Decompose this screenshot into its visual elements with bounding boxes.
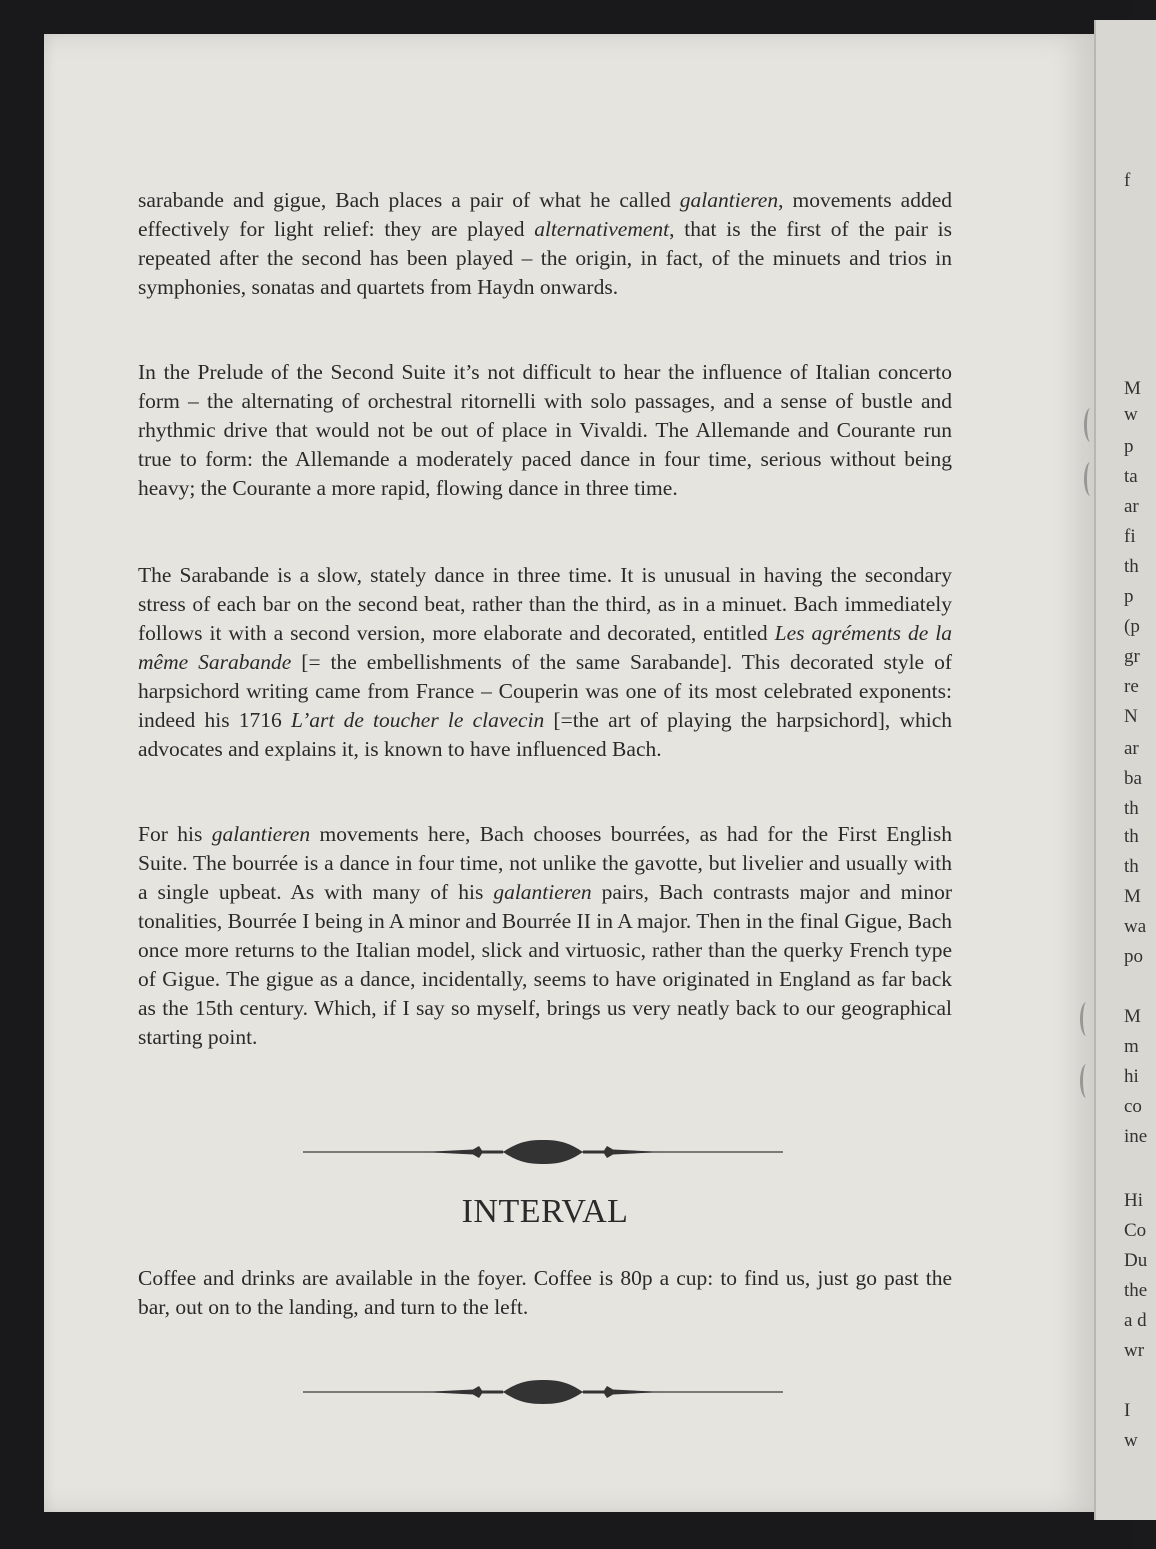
facing-page-fragment: p — [1124, 436, 1134, 457]
paragraph-prelude — [138, 358, 952, 503]
facing-page-fragment: th — [1124, 556, 1139, 577]
text-run: sarabande and gigue, Bach places a pair of what he called — [138, 188, 680, 212]
facing-page-fragment: th — [1124, 826, 1139, 847]
italic-run: galantieren — [211, 822, 311, 846]
facing-page-fragment: wa — [1124, 916, 1147, 937]
facing-page-fragment: th — [1124, 798, 1139, 819]
paragraph-galantieren — [138, 186, 952, 302]
text-run: In the Prelude of the Second Suite it’s not difficult to hear the influence of Italian concerto form – the alternating of orchestral ritornelli with solo passages, and a sense of bustle and rhythmic drive that would not be out of place in Vivaldi. The Allemande and Courante run true to form: the Allemande a moderately paced dance in four time, serious without being heavy; the Courante a more rapid, flowing dance in three time. — [138, 360, 952, 500]
italic-run: galantieren — [679, 188, 779, 212]
italic-run: galantieren — [493, 880, 592, 904]
text-run: The Sarabande is a slow, stately dance in three time. It is unusual in having the secondary stress of each bar on the second beat, rather than the third, as in a minuet. Bach immediately follows it with a second version, more elaborate and decorated, entitled — [138, 563, 952, 645]
facing-page-fragment: m — [1124, 1036, 1139, 1057]
facing-page-fragment: Co — [1124, 1220, 1147, 1241]
facing-page-fragment: th — [1124, 856, 1139, 877]
facing-page-fragment: the — [1124, 1280, 1148, 1301]
facing-page-fragment: N — [1124, 706, 1138, 727]
facing-page-fragment: ar — [1124, 738, 1139, 759]
paragraph-text — [138, 1264, 952, 1322]
text-run: [= the embellishments of the same Sarabande]. This decorated style of harpsichord writing came from France – Couperin was one of its most celebrated exponents: indeed his 1716 — [138, 650, 952, 732]
facing-page-fragment: Du — [1124, 1250, 1148, 1271]
facing-page-fragment: ta — [1124, 466, 1138, 487]
interval-heading: INTERVAL — [461, 1193, 629, 1230]
text-run: movements here, Bach chooses bourrées, as had for the First English Suite. The bourrée is a dance in four time, not unlike the gavotte, but livelier and usually with a single upbeat. As with many of his — [138, 822, 952, 904]
facing-page-fragment: w — [1124, 404, 1138, 425]
facing-page-fragment: M — [1124, 1006, 1141, 1027]
facing-page-fragment: po — [1124, 946, 1143, 967]
ornamental-divider-icon — [303, 1137, 783, 1167]
paragraph-bourrees — [138, 820, 952, 1052]
facing-page-fragment: I — [1124, 1400, 1131, 1421]
facing-page-fragment: Hi — [1124, 1190, 1143, 1211]
facing-page-fragment: (p — [1124, 616, 1140, 637]
text-run: pairs, Bach contrasts major and minor tonalities, Bourrée I being in A minor and Bourrée II in A major. Then in the final Gigue, Bach once more returns to the Italian model, slick and virtuosic, rather than the querky French type of Gigue. The gigue as a dance, incidentally, seems to have originated in England as far back as the 15th century. Which, if I say so myself, brings us very neatly back to our geographical starting point. — [138, 880, 953, 1049]
facing-page-fragment: ar — [1124, 496, 1139, 517]
facing-page-fragment: M — [1124, 886, 1141, 907]
facing-page-fragment: gr — [1124, 646, 1140, 667]
text-run: [=the art of playing the harpsichord], which advocates and explains it, is known to have influenced Bach. — [138, 708, 953, 761]
facing-page-fragment: hi — [1124, 1066, 1139, 1087]
facing-page-fragment: fi — [1124, 526, 1136, 547]
paragraph-text — [138, 820, 952, 1052]
paragraph-text — [138, 358, 952, 503]
paragraph-coffee — [138, 1264, 952, 1322]
facing-page-fragment: co — [1124, 1096, 1142, 1117]
text-run: Coffee and drinks are available in the foyer. Coffee is 80p a cup: to find us, just go past the bar, out on to the landing, and turn to the left. — [138, 1266, 952, 1319]
text-run: , movements added effectively for light relief: they are played — [138, 188, 952, 241]
italic-run: alternativement — [534, 217, 670, 241]
facing-page-fragment: f — [1124, 170, 1131, 191]
facing-page-edge — [1094, 20, 1156, 1520]
text-run: , that is the first of the pair is repeated after the second has been played – the origin, in fact, of the minuets and trios in symphonies, sonatas and quartets from Haydn onwards. — [138, 217, 952, 299]
facing-page-fragment: re — [1124, 676, 1139, 697]
facing-page-fragment: ba — [1124, 768, 1142, 789]
binding-clip — [1084, 462, 1097, 496]
facing-page-fragment: M — [1124, 378, 1141, 399]
facing-page-fragment: a d — [1124, 1310, 1147, 1331]
paragraph-text — [138, 186, 952, 302]
paragraph-sarabande — [138, 561, 952, 764]
ornamental-divider-icon — [303, 1377, 783, 1407]
facing-page-fragment: w — [1124, 1430, 1138, 1451]
facing-page-fragment: p — [1124, 586, 1134, 607]
text-run: For his — [138, 822, 212, 846]
binding-clip — [1080, 1064, 1093, 1098]
facing-page-fragment: wr — [1124, 1340, 1145, 1361]
binding-clip — [1080, 1002, 1093, 1036]
italic-run: L’art de toucher le clavecin — [290, 708, 545, 732]
paragraph-text — [138, 561, 952, 764]
facing-page-fragment: ine — [1124, 1126, 1148, 1147]
italic-run: Les agréments de la même Sarabande — [138, 621, 952, 674]
binding-clip — [1084, 408, 1097, 442]
